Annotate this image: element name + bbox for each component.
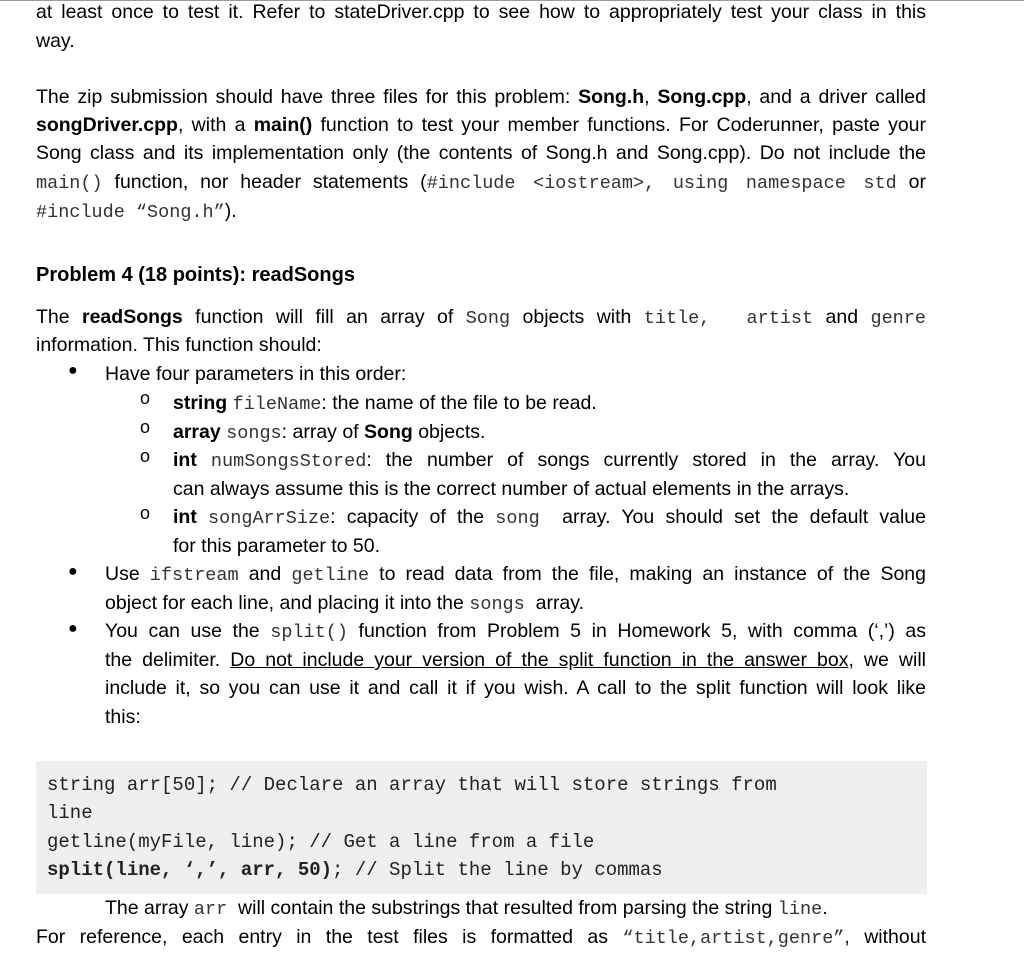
text: for this parameter to 50. xyxy=(173,535,381,557)
text: function from Problem 5 in Homework 5, with comma (‘,’) as xyxy=(347,620,926,642)
text: objects. xyxy=(412,421,486,443)
text: Use xyxy=(105,563,150,585)
text: , xyxy=(644,86,658,108)
text: array. xyxy=(524,592,584,614)
type-name: array xyxy=(173,421,221,443)
text: , and a driver called xyxy=(746,86,926,108)
code-inline: Song xyxy=(465,308,511,329)
sub-bullet-circle: o xyxy=(140,503,151,523)
code-line-2: line xyxy=(47,802,93,824)
bullet-2 xyxy=(105,560,926,590)
text: Have four parameters in this order: xyxy=(105,363,407,385)
code-inline: songArrSize xyxy=(208,508,331,529)
sub-bullet-3-cont xyxy=(173,475,926,503)
submission-line-5 xyxy=(36,197,926,227)
code-block xyxy=(36,761,927,894)
bullet-3-cont-1 xyxy=(105,646,926,674)
sub-bullet-2 xyxy=(173,418,926,448)
bullet-3 xyxy=(105,617,926,647)
bullet-2-cont xyxy=(105,589,926,619)
text: For reference, each entry in the test files is formatted as xyxy=(36,926,623,948)
code-inline: title, artist xyxy=(643,308,814,329)
text: : the number of songs currently stored in the array. You xyxy=(366,449,927,471)
code-inline: getline xyxy=(291,565,370,586)
submission-line-2 xyxy=(36,111,926,139)
heading-text: Problem 4 (18 points): readSongs xyxy=(36,264,355,286)
text: function, nor header statements ( xyxy=(102,171,427,193)
code-inline: numSongsStored xyxy=(210,451,367,472)
text: Song class and its implementation only (the contents of Song.h and Song.cpp). Do not include the xyxy=(36,142,926,164)
code-inline: songs xyxy=(226,423,282,444)
text: , we will xyxy=(848,649,926,671)
function-name: main() xyxy=(253,114,313,136)
problem-line-2 xyxy=(36,331,926,359)
text: at least once to test it. Refer to stateDriver.cpp to see how to appropriately test your class in this xyxy=(36,1,926,23)
filename: Song.cpp xyxy=(657,86,747,108)
text: can always assume this is the correct number of actual elements in the arrays. xyxy=(173,478,850,500)
text: objects with xyxy=(510,306,644,328)
function-name: readSongs xyxy=(82,306,183,328)
text: and xyxy=(813,306,871,328)
bullet-dot: ● xyxy=(68,362,78,379)
text: object for each line, and placing it into the xyxy=(105,592,470,614)
text: ). xyxy=(224,200,237,222)
text: You can use the xyxy=(105,620,271,642)
intro-line-1 xyxy=(36,0,926,26)
code-inline: “title,artist,genre” xyxy=(622,928,845,949)
text: and xyxy=(238,563,292,585)
text: or xyxy=(896,171,927,193)
intro-line-2 xyxy=(36,27,926,55)
text: The array xyxy=(105,897,194,919)
text: The xyxy=(36,306,82,328)
code-bold: split(line, ‘,’, arr, 50) xyxy=(47,859,333,881)
problem-line-1 xyxy=(36,303,926,333)
code-line-3: getline(myFile, line); // Get a line from a file xyxy=(47,831,595,853)
text: , with a xyxy=(177,114,254,136)
code-inline: #include “Song.h” xyxy=(36,202,225,223)
text: : the name of the file to be read. xyxy=(321,392,597,414)
code-inline: songs xyxy=(469,594,525,615)
sub-bullet-circle: o xyxy=(140,417,151,437)
text: information. This function should: xyxy=(36,334,322,356)
bullet-3-cont-2 xyxy=(105,674,926,702)
code-inline: genre xyxy=(870,308,926,329)
after-line-1 xyxy=(105,894,926,924)
text: include it, so you can use it and call it if you wish. A call to the split function will look like xyxy=(105,677,926,699)
code-inline: ifstream xyxy=(149,565,239,586)
text: function will fill an array of xyxy=(182,306,466,328)
sub-bullet-circle: o xyxy=(140,446,151,466)
type-name: int xyxy=(173,449,197,471)
code-inline: fileName xyxy=(232,394,322,415)
submission-line-3 xyxy=(36,139,926,167)
code-line-1: string arr[50]; // Declare an array that will store strings from xyxy=(47,774,777,796)
bullet-dot: ● xyxy=(68,620,78,637)
filename: songDriver.cpp xyxy=(36,114,178,136)
code-text: ; // Split the line by commas xyxy=(332,859,663,881)
code-inline: main() xyxy=(36,173,103,194)
text: way. xyxy=(36,30,75,52)
sub-bullet-circle: o xyxy=(140,388,151,408)
code-inline: song xyxy=(495,508,540,529)
sub-bullet-4 xyxy=(173,503,926,533)
text: : array of xyxy=(281,421,365,443)
text: , without xyxy=(844,926,926,948)
text: function to test your member functions. For Coderunner, paste your xyxy=(312,114,926,136)
filename: Song.h xyxy=(578,86,645,108)
text: : capacity of the xyxy=(330,506,496,528)
after-line-2 xyxy=(36,923,926,953)
text: . xyxy=(822,897,828,919)
class-name: Song xyxy=(364,421,413,443)
sub-bullet-4-cont xyxy=(173,532,926,560)
type-name: string xyxy=(173,392,228,414)
code-inline: arr xyxy=(193,899,228,920)
submission-line-4 xyxy=(36,168,926,198)
code-inline: line xyxy=(777,899,823,920)
text: to read data from the file, making an instance of the Song xyxy=(369,563,926,585)
code-inline: #include <iostream>, using namespace std xyxy=(426,173,897,194)
text: the delimiter. xyxy=(105,649,231,671)
submission-line-1 xyxy=(36,83,926,111)
bullet-1 xyxy=(105,360,926,388)
text: array. You should set the default value xyxy=(539,506,926,528)
text: The zip submission should have three files for this problem: xyxy=(36,86,579,108)
text: this: xyxy=(105,706,141,728)
code-inline: split() xyxy=(270,622,348,643)
sub-bullet-3 xyxy=(173,446,926,476)
code-line-4 xyxy=(47,856,663,884)
underlined-note: Do not include your version of the split function in the answer box xyxy=(230,649,849,671)
type-name: int xyxy=(173,506,197,528)
text: will contain the substrings that resulted from parsing the string xyxy=(227,897,778,919)
sub-bullet-1 xyxy=(173,389,926,419)
bullet-3-cont-3 xyxy=(105,703,926,731)
problem-heading xyxy=(36,261,926,289)
bullet-dot: ● xyxy=(68,563,78,580)
